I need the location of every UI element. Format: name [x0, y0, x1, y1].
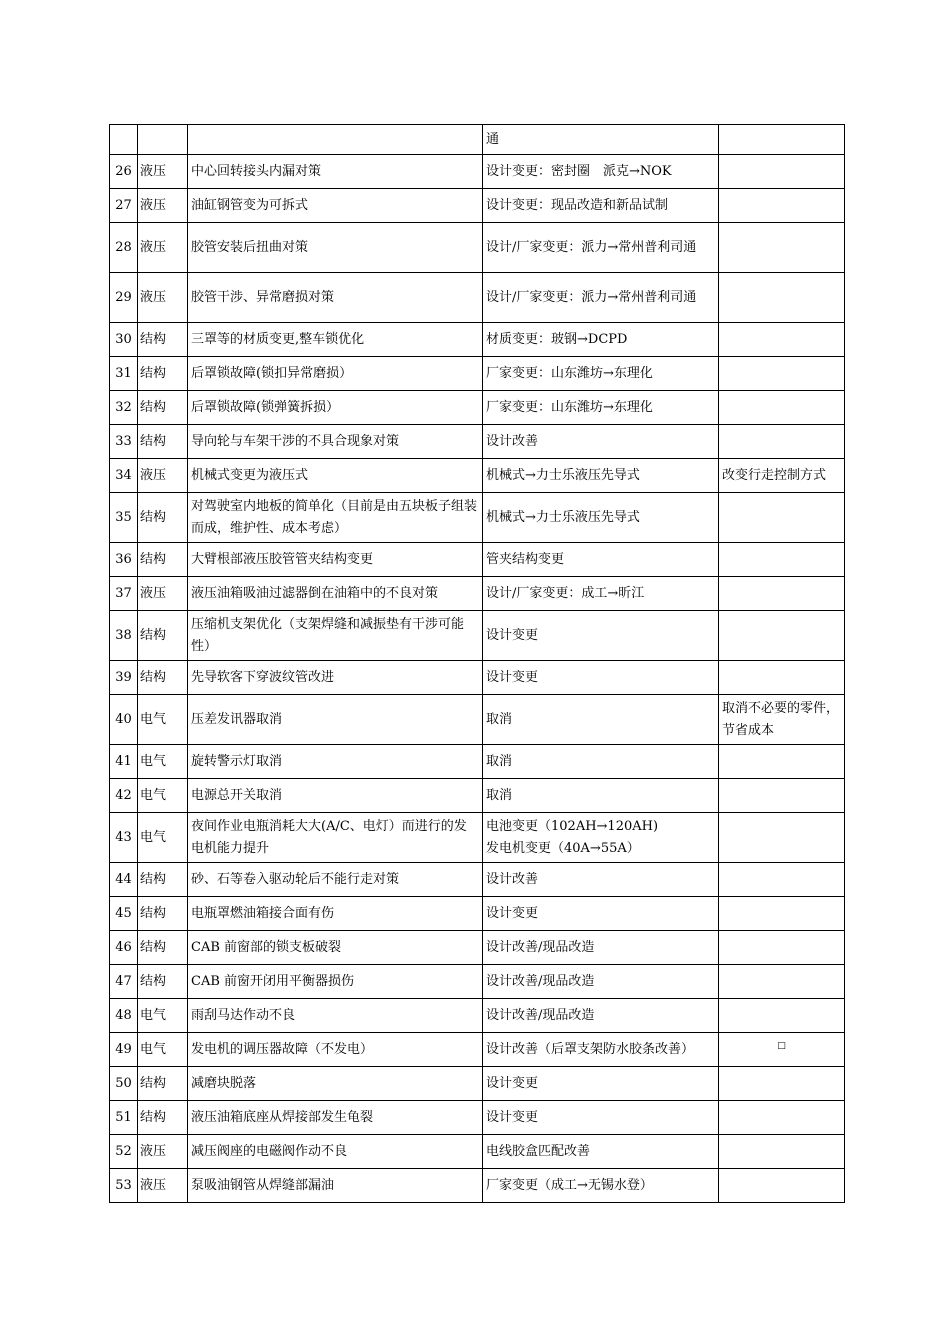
category-cell: 电气 [138, 779, 188, 813]
measure-text: 设计变更：现品改造和新品试制 [486, 197, 669, 213]
table-row [110, 1169, 845, 1203]
issue-cell: 雨刮马达作动不良 [188, 999, 483, 1033]
measure-cell [483, 1101, 719, 1135]
category-cell: 液压 [138, 1169, 188, 1203]
category-cell: 结构 [138, 897, 188, 931]
issue-cell: 大臂根部液压胶管管夹结构变更 [188, 543, 483, 577]
table-row [110, 391, 845, 425]
measure-cell [483, 391, 719, 425]
table-row [110, 155, 845, 189]
row-number-cell: 43 [110, 813, 138, 863]
note-cell [719, 965, 845, 999]
category-cell [138, 125, 188, 155]
note-cell [719, 493, 845, 543]
issue-cell: 机械式变更为液压式 [188, 459, 483, 493]
table-row [110, 357, 845, 391]
row-number-cell [110, 125, 138, 155]
table-row [110, 779, 845, 813]
category-cell: 结构 [138, 391, 188, 425]
measure-cell [483, 1135, 719, 1169]
measure-cell [483, 1169, 719, 1203]
measure-text: 取消 [486, 787, 513, 803]
measure-cell [483, 425, 719, 459]
issue-cell: 发电机的调压器故障（不发电） [188, 1033, 483, 1067]
note-cell [719, 155, 845, 189]
category-cell: 电气 [138, 1033, 188, 1067]
row-number-cell: 36 [110, 543, 138, 577]
measure-cell [483, 745, 719, 779]
table-row [110, 1135, 845, 1169]
table-row [110, 493, 845, 543]
note-cell [719, 999, 845, 1033]
category-cell: 液压 [138, 223, 188, 273]
row-number-cell: 41 [110, 745, 138, 779]
table-row [110, 425, 845, 459]
measure-cell [483, 863, 719, 897]
table-row [110, 125, 845, 155]
note-cell [719, 189, 845, 223]
row-number-cell: 47 [110, 965, 138, 999]
table-row [110, 695, 845, 745]
measure-text: 设计改善/现品改造 [486, 1007, 595, 1023]
issue-cell: 压缩机支架优化（支架焊缝和减振垫有干涉可能性） [188, 611, 483, 661]
category-cell: 液压 [138, 155, 188, 189]
issue-cell: 先导软客下穿波纹管改进 [188, 661, 483, 695]
category-cell: 结构 [138, 965, 188, 999]
measure-text: 设计改善/现品改造 [486, 939, 595, 955]
row-number-cell: 37 [110, 577, 138, 611]
table-row [110, 931, 845, 965]
table-row [110, 1101, 845, 1135]
note-cell [719, 223, 845, 273]
table-row [110, 459, 845, 493]
note-cell [719, 425, 845, 459]
note-cell [719, 1135, 845, 1169]
category-cell: 结构 [138, 611, 188, 661]
measure-text: 设计变更 [486, 1109, 539, 1125]
issue-cell: 对驾驶室内地板的简单化（目前是由五块板子组装而成，维护性、成本考虑） [188, 493, 483, 543]
row-number-cell: 27 [110, 189, 138, 223]
note-cell [719, 125, 845, 155]
issue-cell [188, 125, 483, 155]
row-number-cell: 31 [110, 357, 138, 391]
category-cell: 液压 [138, 189, 188, 223]
table-row [110, 999, 845, 1033]
measure-text: 设计改善 [486, 433, 539, 449]
issue-cell: 减磨块脱落 [188, 1067, 483, 1101]
measure-text: 厂家变更：山东潍坊→东理化 [486, 365, 653, 381]
issue-cell: 电源总开关取消 [188, 779, 483, 813]
measure-cell [483, 577, 719, 611]
measure-cell [483, 779, 719, 813]
category-cell: 液压 [138, 459, 188, 493]
measure-cell [483, 125, 719, 155]
note-cell [719, 661, 845, 695]
category-cell: 电气 [138, 999, 188, 1033]
category-cell: 结构 [138, 1067, 188, 1101]
row-number-cell: 30 [110, 323, 138, 357]
table-row [110, 661, 845, 695]
row-number-cell: 45 [110, 897, 138, 931]
issue-cell: 后罩锁故障(锁弹簧拆损） [188, 391, 483, 425]
measure-text: 设计变更 [486, 905, 539, 921]
measure-cell [483, 323, 719, 357]
category-cell: 结构 [138, 863, 188, 897]
issue-cell: 油缸钢管变为可拆式 [188, 189, 483, 223]
row-number-cell: 53 [110, 1169, 138, 1203]
issue-cell: 导向轮与车架干涉的不具合现象对策 [188, 425, 483, 459]
measure-text: 设计/厂家变更：派力→常州普利司通 [486, 239, 697, 255]
note-cell [719, 813, 845, 863]
row-number-cell: 46 [110, 931, 138, 965]
measure-text: 通 [486, 131, 500, 147]
category-cell: 电气 [138, 745, 188, 779]
row-number-cell: 48 [110, 999, 138, 1033]
measure-text: 材质变更：玻钢→DCPD [486, 331, 628, 347]
measure-cell [483, 1067, 719, 1101]
row-number-cell: 28 [110, 223, 138, 273]
table-row [110, 577, 845, 611]
measure-cell [483, 999, 719, 1033]
note-cell [719, 611, 845, 661]
issue-cell: 胶管安装后扭曲对策 [188, 223, 483, 273]
category-cell: 结构 [138, 425, 188, 459]
category-cell: 结构 [138, 1101, 188, 1135]
measure-text: 设计变更 [486, 1075, 539, 1091]
table-row [110, 1033, 845, 1067]
measure-cell [483, 813, 719, 863]
measure-text: 设计/厂家变更：成工→昕江 [486, 585, 645, 601]
measure-cell [483, 661, 719, 695]
row-number-cell: 29 [110, 273, 138, 323]
measure-cell [483, 931, 719, 965]
measure-text: 电线胶盒匹配改善 [486, 1143, 591, 1159]
row-number-cell: 51 [110, 1101, 138, 1135]
issue-cell: 液压油箱底座从焊接部发生龟裂 [188, 1101, 483, 1135]
issue-cell: 液压油箱吸油过滤器倒在油箱中的不良对策 [188, 577, 483, 611]
note-cell [719, 931, 845, 965]
note-cell [719, 1169, 845, 1203]
measure-text: 设计变更：密封圈 派克→NOK [486, 163, 672, 179]
measure-cell [483, 273, 719, 323]
measure-cell [483, 897, 719, 931]
category-cell: 结构 [138, 543, 188, 577]
table-row [110, 965, 845, 999]
issue-cell: 三罩等的材质变更,整车锁优化 [188, 323, 483, 357]
note-cell [719, 863, 845, 897]
issue-cell: 旋转警示灯取消 [188, 745, 483, 779]
measure-cell [483, 1033, 719, 1067]
measure-text-second-line: 发电机变更（40A→55A） [486, 840, 640, 856]
measure-text: 厂家变更（成工→无锡水登） [486, 1177, 653, 1193]
table-row [110, 863, 845, 897]
measure-cell [483, 965, 719, 999]
measure-text: 设计变更 [486, 627, 539, 643]
measure-text: 设计改善/现品改造 [486, 973, 595, 989]
issue-cell: 砂、石等卷入驱动轮后不能行走对策 [188, 863, 483, 897]
row-number-cell: 34 [110, 459, 138, 493]
measure-text: 设计改善 [486, 871, 539, 887]
measure-cell [483, 223, 719, 273]
row-number-cell: 38 [110, 611, 138, 661]
issue-cell: 后罩锁故障(锁扣异常磨损） [188, 357, 483, 391]
issue-cell: CAB 前窗部的锁支板破裂 [188, 931, 483, 965]
note-cell [719, 897, 845, 931]
category-cell: 结构 [138, 323, 188, 357]
issue-cell: 减压阀座的电磁阀作动不良 [188, 1135, 483, 1169]
row-number-cell: 39 [110, 661, 138, 695]
table-row [110, 223, 845, 273]
measure-cell [483, 493, 719, 543]
note-cell: 改变行走控制方式 [719, 459, 845, 493]
table-row [110, 611, 845, 661]
category-cell: 结构 [138, 493, 188, 543]
category-cell: 液压 [138, 273, 188, 323]
measure-cell [483, 189, 719, 223]
issue-cell: 压差发讯器取消 [188, 695, 483, 745]
table-row [110, 745, 845, 779]
measure-text: 电池变更（102AH→120AH) [486, 818, 659, 834]
table-row [110, 323, 845, 357]
category-cell: 液压 [138, 577, 188, 611]
category-cell: 电气 [138, 695, 188, 745]
measure-text: 机械式→力士乐液压先导式 [486, 467, 640, 483]
measure-cell [483, 357, 719, 391]
measure-text: 取消 [486, 711, 513, 727]
note-cell [719, 1101, 845, 1135]
note-cell [719, 391, 845, 425]
note-cell [719, 543, 845, 577]
table-row [110, 813, 845, 863]
measure-cell [483, 543, 719, 577]
category-cell: 结构 [138, 357, 188, 391]
row-number-cell: 44 [110, 863, 138, 897]
measure-cell [483, 695, 719, 745]
row-number-cell: 35 [110, 493, 138, 543]
category-cell: 结构 [138, 661, 188, 695]
note-cell [719, 745, 845, 779]
table-body [110, 125, 845, 1203]
issue-cell: 夜间作业电瓶消耗大大(A/C、电灯）而进行的发电机能力提升 [188, 813, 483, 863]
row-number-cell: 50 [110, 1067, 138, 1101]
note-cell: 取消不必要的零件，节省成本 [719, 695, 845, 745]
measure-cell [483, 155, 719, 189]
note-cell [719, 577, 845, 611]
measure-cell [483, 459, 719, 493]
measure-text: 设计变更 [486, 669, 539, 685]
row-number-cell: 52 [110, 1135, 138, 1169]
note-cell [719, 779, 845, 813]
row-number-cell: 26 [110, 155, 138, 189]
measure-text: 机械式→力士乐液压先导式 [486, 509, 640, 525]
issue-cell: CAB 前窗开闭用平衡器损伤 [188, 965, 483, 999]
measure-text: 管夹结构变更 [486, 551, 565, 567]
category-cell: 结构 [138, 931, 188, 965]
issue-cell: 胶管干涉、异常磨损对策 [188, 273, 483, 323]
improvement-table [109, 124, 845, 1203]
measure-text: 厂家变更：山东潍坊→东理化 [486, 399, 653, 415]
measure-text: 设计改善（后罩支架防水胶条改善） [486, 1041, 695, 1057]
issue-cell: 电瓶罩燃油箱接合面有伤 [188, 897, 483, 931]
category-cell: 电气 [138, 813, 188, 863]
row-number-cell: 49 [110, 1033, 138, 1067]
note-cell [719, 1067, 845, 1101]
note-cell: □ [719, 1033, 845, 1067]
row-number-cell: 32 [110, 391, 138, 425]
table-row [110, 273, 845, 323]
measure-text: 取消 [486, 753, 513, 769]
table-row [110, 1067, 845, 1101]
issue-cell: 泵吸油钢管从焊缝部漏油 [188, 1169, 483, 1203]
note-cell [719, 323, 845, 357]
table-row [110, 543, 845, 577]
row-number-cell: 42 [110, 779, 138, 813]
table-row [110, 897, 845, 931]
measure-cell [483, 611, 719, 661]
note-cell [719, 273, 845, 323]
note-cell [719, 357, 845, 391]
table-row [110, 189, 845, 223]
category-cell: 液压 [138, 1135, 188, 1169]
row-number-cell: 33 [110, 425, 138, 459]
issue-cell: 中心回转接头内漏对策 [188, 155, 483, 189]
row-number-cell: 40 [110, 695, 138, 745]
measure-text: 设计/厂家变更：派力→常州普利司通 [486, 289, 697, 305]
